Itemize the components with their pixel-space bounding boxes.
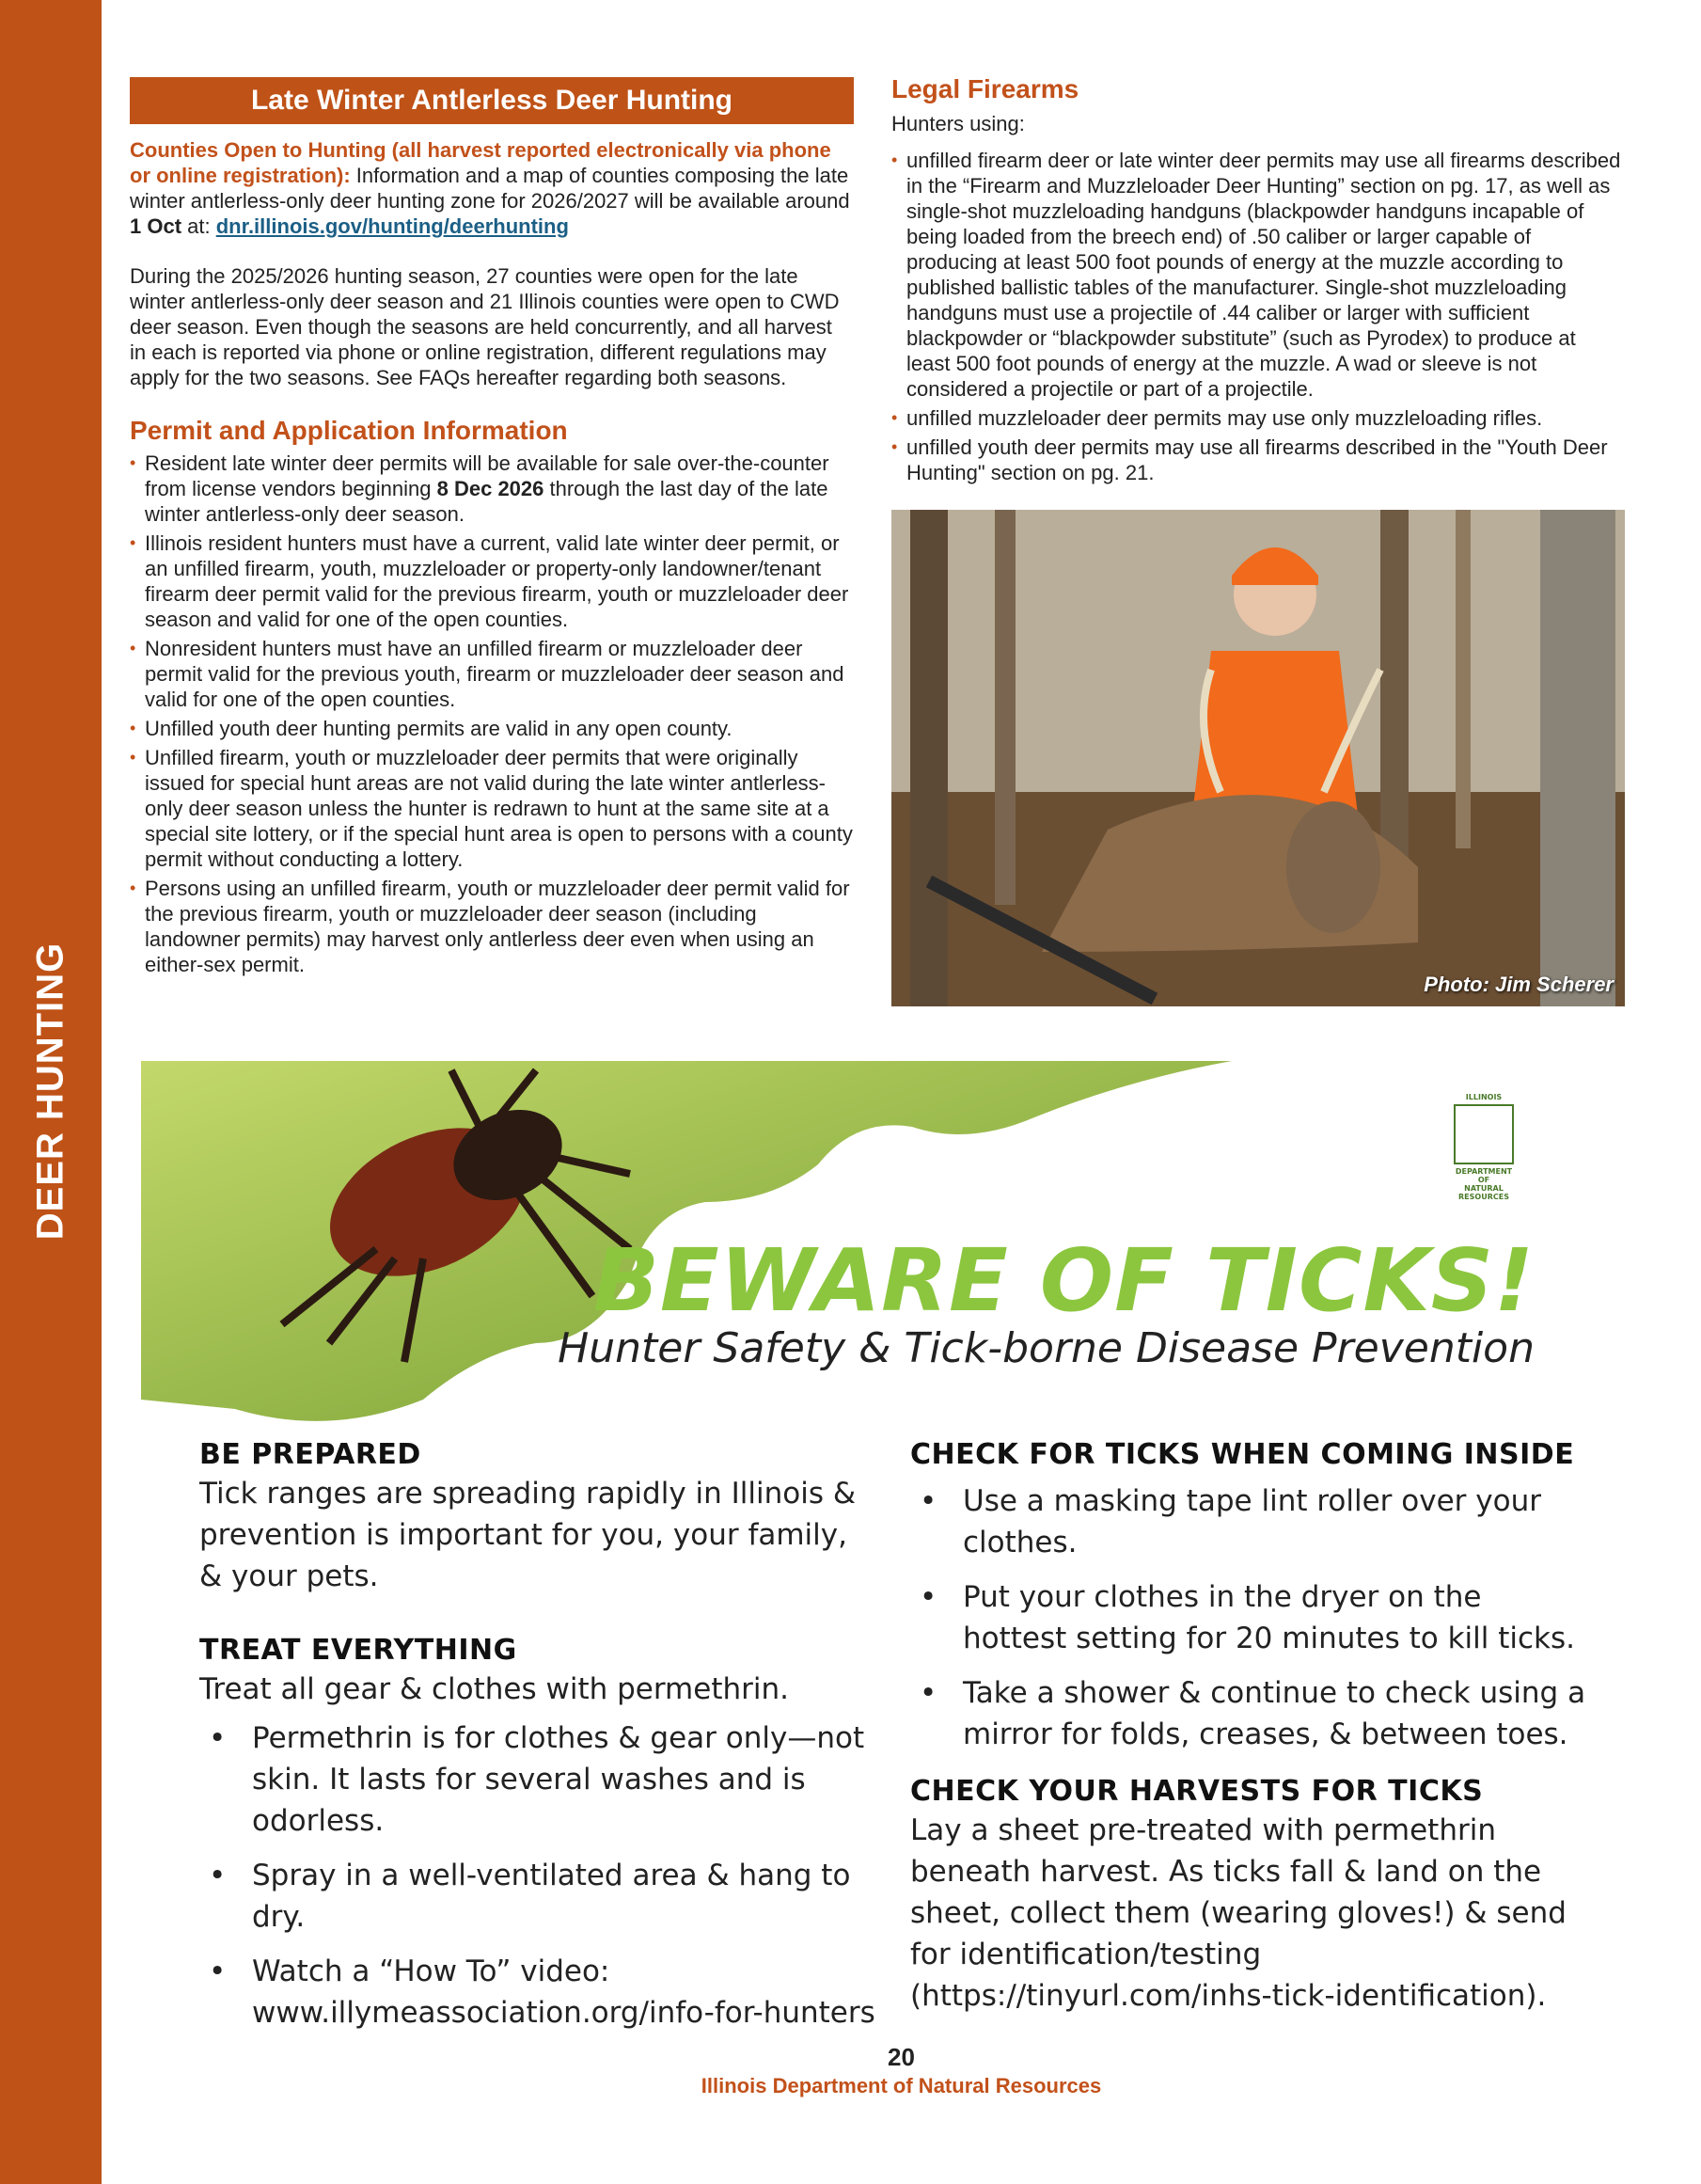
list-item: • Unfilled firearm, youth or muzzleloader deer permits that were originally issued for special hunt areas are not valid during the late winter antlerless-only deer season unless the hunter is redrawn to hunt at the same site at a special site lottery, or if the special hunt area is open to persons with a county permit without conducting a lottery. xyxy=(130,745,854,872)
permit-sale-date: 8 Dec 2026 xyxy=(436,477,544,500)
counties-paragraph xyxy=(130,137,854,239)
season-paragraph: During the 2025/2026 hunting season, 27 counties were open for the late winter antlerless-only deer season and 21 Illinois counties were open to CWD deer season. Even though the seasons are held concurrently, and all harvest in each is reported via phone or online registration, different regulations may apply for the two seasons. See FAQs hereafter regarding both seasons. xyxy=(130,264,840,389)
legal-firearms-intro: Hunters using: xyxy=(891,112,1025,135)
list-item: • unfilled youth deer permits may use all firearms described in the "Youth Deer Hunting" section on pg. 21. xyxy=(891,435,1625,485)
list-item: • Illinois resident hunters must have a current, valid late winter deer permit, or an unfilled firearm, youth, muzzleloader or property-only landowner/tenant firearm deer permit valid for the previous firearm, youth or muzzleloader deer season and valid for one of the open counties. xyxy=(130,530,854,632)
ticks-title: BEWARE OF TICKS! xyxy=(592,1230,1535,1331)
dnr-logo-line1: DEPARTMENT OF xyxy=(1455,1167,1513,1184)
list-item: • Take a shower & continue to check using a mirror for folds, creases, & between toes. xyxy=(910,1672,1587,1755)
footer xyxy=(102,2043,1701,2098)
counties-date: 1 Oct xyxy=(130,214,182,238)
page-number: 20 xyxy=(888,2043,915,2071)
right-column xyxy=(891,73,1625,1006)
be-prepared-text: Tick ranges are spreading rapidly in Illinois & prevention is important for you, your family, & your pets. xyxy=(199,1477,857,1593)
inside-list xyxy=(910,1480,1587,1755)
deerhunting-link[interactable]: dnr.illinois.gov/hunting/deerhunting xyxy=(215,214,569,238)
counties-heading: Counties Open to Hunting (all harvest reported electronically via phone or online registration): xyxy=(130,138,831,187)
left-column xyxy=(130,77,854,981)
harvest-text: Lay a sheet pre-treated with permethrin beneath harvest. As ticks fall & land on the sheet, collect them (wearing gloves!) & send for identification/testing (https://tinyurl.com/inhs-tick-identification). xyxy=(910,1813,1567,2013)
list-item: • Watch a “How To” video: www.illymeassociation.org/info-for-hunters xyxy=(199,1951,876,2034)
list-item: • Persons using an unfilled firearm, youth or muzzleloader deer permit valid for the previous firearm, youth or muzzleloader deer season (including landowner permits) may harvest only antlerless deer even when using an either-sex permit. xyxy=(130,876,854,977)
ticks-banner xyxy=(141,1061,1580,1428)
treat-heading: TREAT EVERYTHING xyxy=(199,1634,517,1667)
dnr-logo-line3: RESOURCES xyxy=(1458,1193,1509,1201)
list-item: • Put your clothes in the dryer on the hottest setting for 20 minutes to kill ticks. xyxy=(910,1576,1587,1659)
list-item: • unfilled muzzleloader deer permits may use only muzzleloading rifles. xyxy=(891,405,1625,431)
counties-text: Information and a map of counties composing the late winter antlerless-only deer hunting zone for 2026/2027 will be available around xyxy=(130,164,850,213)
illinois-map-icon xyxy=(1454,1104,1514,1164)
list-item: • Resident late winter deer permits will be available for sale over-the-counter from license vendors beginning 8 Dec 2026 through the last day of the late winter antlerless-only deer season. xyxy=(130,451,854,527)
hunter-deer-photo xyxy=(891,510,1625,1006)
sidebar xyxy=(0,0,102,2184)
list-item: • unfilled firearm deer or late winter deer permits may use all firearms described in the “Firearm and Muzzleloader Deer Hunting” section on pg. 17, as well as single-shot muzzleloading handguns (blackpowder handguns incapable of being loaded from the breech end) of .50 caliber or larger capable of producing at least 500 foot pounds of energy at the muzzle according to published ballistic tables of the manufacturer. Single-shot muzzleloading handguns must use a projectile of .44 caliber or larger with sufficient blackpowder or “blackpowder substitute” (such as Pyrodex) to produce at least 500 foot pounds of energy at the muzzle. A wad or sleeve is not considered a projectile or part of a projectile. xyxy=(891,148,1625,402)
inside-heading: CHECK FOR TICKS WHEN COMING INSIDE xyxy=(910,1438,1575,1471)
photo-illustration xyxy=(891,510,1625,1006)
late-winter-banner: Late Winter Antlerless Deer Hunting xyxy=(130,77,854,124)
list-item: • Nonresident hunters must have an unfilled firearm or muzzleloader deer permit valid for the previous youth, firearm or muzzleloader deer season and valid for one of the open counties. xyxy=(130,636,854,712)
photo-credit: Photo: Jim Scherer xyxy=(1424,973,1614,996)
ticks-subtitle: Hunter Safety & Tick-borne Disease Prevention xyxy=(558,1324,1535,1372)
list-item: • Unfilled youth deer hunting permits are valid in any open county. xyxy=(130,716,854,741)
treat-list xyxy=(199,1717,876,2034)
list-item: • Use a masking tape lint roller over your clothes. xyxy=(910,1480,1587,1563)
dnr-logo-line2: NATURAL xyxy=(1464,1184,1504,1193)
list-item: • Spray in a well-ventilated area & hang to dry. xyxy=(199,1855,876,1938)
harvest-heading: CHECK YOUR HARVESTS FOR TICKS xyxy=(910,1775,1484,1808)
list-item: • Permethrin is for clothes & gear only—not skin. It lasts for several washes and is odorless. xyxy=(199,1717,876,1842)
permit-list xyxy=(130,451,854,977)
legal-firearms-heading: Legal Firearms xyxy=(891,74,1079,103)
ticks-right-column xyxy=(910,1437,1587,2017)
dnr-logo xyxy=(1454,1093,1514,1201)
footer-organization: Illinois Department of Natural Resources xyxy=(701,2074,1102,2097)
dnr-logo-top: ILLINOIS xyxy=(1465,1093,1503,1101)
sidebar-label: DEER HUNTING xyxy=(29,942,71,1241)
treat-text: Treat all gear & clothes with permethrin. xyxy=(199,1672,789,1706)
ticks-left-column xyxy=(199,1437,876,2047)
permit-heading: Permit and Application Information xyxy=(130,416,568,445)
be-prepared-heading: BE PREPARED xyxy=(199,1438,421,1471)
firearms-list xyxy=(891,148,1625,485)
counties-at: at: xyxy=(181,214,216,238)
